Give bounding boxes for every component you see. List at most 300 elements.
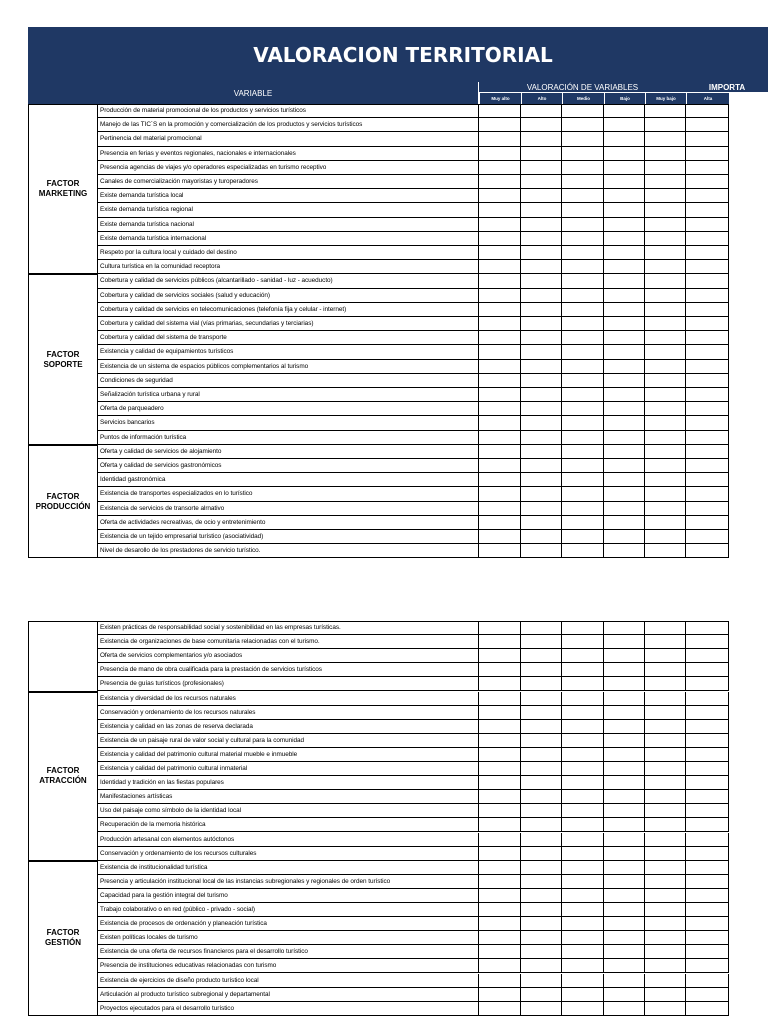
rating-cell-muy-alto[interactable]	[479, 621, 521, 635]
rating-cell-alto[interactable]	[521, 246, 562, 260]
rating-cell-bajo[interactable]	[604, 776, 645, 790]
rating-cell-bajo[interactable]	[604, 974, 645, 988]
rating-cell-alto[interactable]	[521, 232, 562, 246]
rating-cell-alto[interactable]	[521, 402, 562, 416]
rating-cell-muy-alto[interactable]	[479, 260, 521, 274]
rating-cell-alto[interactable]	[521, 345, 562, 359]
rating-cell-alto[interactable]	[521, 374, 562, 388]
rating-cell-alto[interactable]	[521, 959, 562, 973]
rating-cell-bajo[interactable]	[604, 889, 645, 903]
rating-cell-muy-alto[interactable]	[479, 804, 521, 818]
rating-cell-muy-alto[interactable]	[479, 875, 521, 889]
rating-cell-medio[interactable]	[562, 875, 604, 889]
rating-cell-medio[interactable]	[562, 931, 604, 945]
rating-cell-muy-alto[interactable]	[479, 218, 521, 232]
rating-cell-muy-bajo[interactable]	[645, 790, 686, 804]
rating-cell-alto[interactable]	[521, 833, 562, 847]
rating-cell-importancia-alta[interactable]	[686, 431, 729, 445]
rating-cell-importancia-alta[interactable]	[686, 847, 729, 861]
rating-cell-bajo[interactable]	[604, 875, 645, 889]
rating-cell-muy-alto[interactable]	[479, 530, 521, 544]
rating-cell-muy-alto[interactable]	[479, 748, 521, 762]
rating-cell-importancia-alta[interactable]	[686, 487, 729, 501]
rating-cell-muy-alto[interactable]	[479, 833, 521, 847]
rating-cell-medio[interactable]	[562, 988, 604, 1002]
rating-cell-muy-bajo[interactable]	[645, 889, 686, 903]
rating-cell-importancia-alta[interactable]	[686, 677, 729, 691]
rating-cell-medio[interactable]	[562, 621, 604, 635]
rating-cell-bajo[interactable]	[604, 147, 645, 161]
rating-cell-medio[interactable]	[562, 260, 604, 274]
rating-cell-medio[interactable]	[562, 374, 604, 388]
rating-cell-bajo[interactable]	[604, 649, 645, 663]
rating-cell-muy-alto[interactable]	[479, 232, 521, 246]
rating-cell-muy-bajo[interactable]	[645, 692, 686, 706]
rating-cell-bajo[interactable]	[604, 663, 645, 677]
rating-cell-importancia-alta[interactable]	[686, 748, 729, 762]
rating-cell-alto[interactable]	[521, 889, 562, 903]
rating-cell-muy-bajo[interactable]	[645, 974, 686, 988]
rating-cell-muy-alto[interactable]	[479, 416, 521, 430]
rating-cell-bajo[interactable]	[604, 762, 645, 776]
rating-cell-muy-bajo[interactable]	[645, 945, 686, 959]
rating-cell-muy-alto[interactable]	[479, 692, 521, 706]
rating-cell-importancia-alta[interactable]	[686, 360, 729, 374]
rating-cell-alto[interactable]	[521, 118, 562, 132]
rating-cell-muy-bajo[interactable]	[645, 374, 686, 388]
rating-cell-medio[interactable]	[562, 232, 604, 246]
rating-cell-medio[interactable]	[562, 147, 604, 161]
rating-cell-medio[interactable]	[562, 945, 604, 959]
rating-cell-alto[interactable]	[521, 530, 562, 544]
rating-cell-bajo[interactable]	[604, 861, 645, 875]
rating-cell-medio[interactable]	[562, 445, 604, 459]
rating-cell-muy-alto[interactable]	[479, 1002, 521, 1016]
rating-cell-medio[interactable]	[562, 748, 604, 762]
rating-cell-alto[interactable]	[521, 544, 562, 558]
rating-cell-muy-bajo[interactable]	[645, 431, 686, 445]
rating-cell-medio[interactable]	[562, 1002, 604, 1016]
rating-cell-muy-bajo[interactable]	[645, 833, 686, 847]
rating-cell-muy-bajo[interactable]	[645, 147, 686, 161]
rating-cell-muy-bajo[interactable]	[645, 345, 686, 359]
rating-cell-medio[interactable]	[562, 720, 604, 734]
rating-cell-muy-alto[interactable]	[479, 345, 521, 359]
rating-cell-bajo[interactable]	[604, 1002, 645, 1016]
rating-cell-medio[interactable]	[562, 762, 604, 776]
rating-cell-muy-bajo[interactable]	[645, 303, 686, 317]
rating-cell-importancia-alta[interactable]	[686, 649, 729, 663]
rating-cell-bajo[interactable]	[604, 203, 645, 217]
rating-cell-importancia-alta[interactable]	[686, 635, 729, 649]
rating-cell-alto[interactable]	[521, 903, 562, 917]
rating-cell-medio[interactable]	[562, 974, 604, 988]
rating-cell-importancia-alta[interactable]	[686, 175, 729, 189]
rating-cell-medio[interactable]	[562, 677, 604, 691]
rating-cell-bajo[interactable]	[604, 402, 645, 416]
rating-cell-muy-bajo[interactable]	[645, 988, 686, 1002]
rating-cell-muy-alto[interactable]	[479, 847, 521, 861]
rating-cell-muy-alto[interactable]	[479, 663, 521, 677]
rating-cell-muy-alto[interactable]	[479, 903, 521, 917]
rating-cell-alto[interactable]	[521, 804, 562, 818]
rating-cell-bajo[interactable]	[604, 473, 645, 487]
rating-cell-muy-bajo[interactable]	[645, 875, 686, 889]
rating-cell-bajo[interactable]	[604, 988, 645, 1002]
rating-cell-importancia-alta[interactable]	[686, 445, 729, 459]
rating-cell-importancia-alta[interactable]	[686, 246, 729, 260]
rating-cell-bajo[interactable]	[604, 175, 645, 189]
rating-cell-bajo[interactable]	[604, 804, 645, 818]
rating-cell-muy-bajo[interactable]	[645, 246, 686, 260]
rating-cell-importancia-alta[interactable]	[686, 875, 729, 889]
rating-cell-muy-alto[interactable]	[479, 175, 521, 189]
rating-cell-muy-bajo[interactable]	[645, 402, 686, 416]
rating-cell-bajo[interactable]	[604, 692, 645, 706]
rating-cell-importancia-alta[interactable]	[686, 903, 729, 917]
rating-cell-medio[interactable]	[562, 360, 604, 374]
rating-cell-alto[interactable]	[521, 388, 562, 402]
rating-cell-muy-bajo[interactable]	[645, 818, 686, 832]
rating-cell-muy-alto[interactable]	[479, 402, 521, 416]
rating-cell-alto[interactable]	[521, 502, 562, 516]
rating-cell-medio[interactable]	[562, 530, 604, 544]
rating-cell-alto[interactable]	[521, 360, 562, 374]
rating-cell-importancia-alta[interactable]	[686, 818, 729, 832]
rating-cell-medio[interactable]	[562, 189, 604, 203]
rating-cell-medio[interactable]	[562, 459, 604, 473]
rating-cell-medio[interactable]	[562, 473, 604, 487]
rating-cell-bajo[interactable]	[604, 706, 645, 720]
rating-cell-muy-bajo[interactable]	[645, 260, 686, 274]
rating-cell-bajo[interactable]	[604, 917, 645, 931]
rating-cell-muy-alto[interactable]	[479, 861, 521, 875]
rating-cell-medio[interactable]	[562, 776, 604, 790]
rating-cell-bajo[interactable]	[604, 734, 645, 748]
rating-cell-medio[interactable]	[562, 706, 604, 720]
rating-cell-muy-bajo[interactable]	[645, 649, 686, 663]
rating-cell-importancia-alta[interactable]	[686, 945, 729, 959]
rating-cell-medio[interactable]	[562, 516, 604, 530]
rating-cell-bajo[interactable]	[604, 189, 645, 203]
rating-cell-importancia-alta[interactable]	[686, 147, 729, 161]
rating-cell-medio[interactable]	[562, 903, 604, 917]
rating-cell-muy-bajo[interactable]	[645, 118, 686, 132]
rating-cell-muy-alto[interactable]	[479, 331, 521, 345]
rating-cell-alto[interactable]	[521, 161, 562, 175]
rating-cell-importancia-alta[interactable]	[686, 218, 729, 232]
rating-cell-muy-bajo[interactable]	[645, 502, 686, 516]
rating-cell-importancia-alta[interactable]	[686, 804, 729, 818]
rating-cell-bajo[interactable]	[604, 790, 645, 804]
rating-cell-muy-bajo[interactable]	[645, 903, 686, 917]
rating-cell-bajo[interactable]	[604, 374, 645, 388]
rating-cell-bajo[interactable]	[604, 218, 645, 232]
rating-cell-bajo[interactable]	[604, 502, 645, 516]
rating-cell-muy-alto[interactable]	[479, 445, 521, 459]
rating-cell-muy-bajo[interactable]	[645, 487, 686, 501]
rating-cell-importancia-alta[interactable]	[686, 790, 729, 804]
rating-cell-alto[interactable]	[521, 734, 562, 748]
rating-cell-alto[interactable]	[521, 988, 562, 1002]
rating-cell-bajo[interactable]	[604, 246, 645, 260]
rating-cell-importancia-alta[interactable]	[686, 345, 729, 359]
rating-cell-bajo[interactable]	[604, 331, 645, 345]
rating-cell-muy-bajo[interactable]	[645, 218, 686, 232]
rating-cell-bajo[interactable]	[604, 104, 645, 118]
rating-cell-muy-alto[interactable]	[479, 502, 521, 516]
rating-cell-alto[interactable]	[521, 104, 562, 118]
rating-cell-medio[interactable]	[562, 917, 604, 931]
rating-cell-muy-alto[interactable]	[479, 289, 521, 303]
rating-cell-importancia-alta[interactable]	[686, 621, 729, 635]
rating-cell-medio[interactable]	[562, 649, 604, 663]
rating-cell-alto[interactable]	[521, 677, 562, 691]
rating-cell-muy-alto[interactable]	[479, 776, 521, 790]
rating-cell-muy-bajo[interactable]	[645, 317, 686, 331]
rating-cell-medio[interactable]	[562, 889, 604, 903]
rating-cell-muy-bajo[interactable]	[645, 175, 686, 189]
rating-cell-medio[interactable]	[562, 692, 604, 706]
rating-cell-importancia-alta[interactable]	[686, 776, 729, 790]
rating-cell-importancia-alta[interactable]	[686, 331, 729, 345]
rating-cell-alto[interactable]	[521, 459, 562, 473]
rating-cell-importancia-alta[interactable]	[686, 274, 729, 288]
rating-cell-alto[interactable]	[521, 776, 562, 790]
rating-cell-muy-alto[interactable]	[479, 720, 521, 734]
rating-cell-medio[interactable]	[562, 246, 604, 260]
rating-cell-importancia-alta[interactable]	[686, 416, 729, 430]
rating-cell-muy-alto[interactable]	[479, 988, 521, 1002]
rating-cell-muy-bajo[interactable]	[645, 917, 686, 931]
rating-cell-medio[interactable]	[562, 388, 604, 402]
rating-cell-bajo[interactable]	[604, 487, 645, 501]
rating-cell-muy-alto[interactable]	[479, 974, 521, 988]
rating-cell-muy-alto[interactable]	[479, 203, 521, 217]
rating-cell-alto[interactable]	[521, 847, 562, 861]
rating-cell-muy-bajo[interactable]	[645, 762, 686, 776]
rating-cell-medio[interactable]	[562, 416, 604, 430]
rating-cell-muy-bajo[interactable]	[645, 959, 686, 973]
rating-cell-muy-alto[interactable]	[479, 104, 521, 118]
rating-cell-medio[interactable]	[562, 818, 604, 832]
rating-cell-muy-alto[interactable]	[479, 246, 521, 260]
rating-cell-bajo[interactable]	[604, 360, 645, 374]
rating-cell-alto[interactable]	[521, 445, 562, 459]
rating-cell-muy-bajo[interactable]	[645, 459, 686, 473]
rating-cell-medio[interactable]	[562, 118, 604, 132]
rating-cell-muy-alto[interactable]	[479, 544, 521, 558]
rating-cell-importancia-alta[interactable]	[686, 289, 729, 303]
rating-cell-importancia-alta[interactable]	[686, 692, 729, 706]
rating-cell-alto[interactable]	[521, 706, 562, 720]
rating-cell-muy-bajo[interactable]	[645, 635, 686, 649]
rating-cell-importancia-alta[interactable]	[686, 762, 729, 776]
rating-cell-importancia-alta[interactable]	[686, 388, 729, 402]
rating-cell-bajo[interactable]	[604, 748, 645, 762]
rating-cell-muy-alto[interactable]	[479, 431, 521, 445]
rating-cell-muy-bajo[interactable]	[645, 331, 686, 345]
rating-cell-muy-alto[interactable]	[479, 959, 521, 973]
rating-cell-bajo[interactable]	[604, 274, 645, 288]
rating-cell-alto[interactable]	[521, 260, 562, 274]
rating-cell-importancia-alta[interactable]	[686, 189, 729, 203]
rating-cell-muy-alto[interactable]	[479, 734, 521, 748]
rating-cell-muy-alto[interactable]	[479, 790, 521, 804]
rating-cell-alto[interactable]	[521, 692, 562, 706]
rating-cell-alto[interactable]	[521, 487, 562, 501]
rating-cell-muy-bajo[interactable]	[645, 663, 686, 677]
rating-cell-muy-bajo[interactable]	[645, 203, 686, 217]
rating-cell-bajo[interactable]	[604, 945, 645, 959]
rating-cell-muy-bajo[interactable]	[645, 289, 686, 303]
rating-cell-medio[interactable]	[562, 959, 604, 973]
rating-cell-muy-alto[interactable]	[479, 931, 521, 945]
rating-cell-alto[interactable]	[521, 663, 562, 677]
rating-cell-muy-bajo[interactable]	[645, 232, 686, 246]
rating-cell-medio[interactable]	[562, 487, 604, 501]
rating-cell-importancia-alta[interactable]	[686, 118, 729, 132]
rating-cell-alto[interactable]	[521, 649, 562, 663]
rating-cell-importancia-alta[interactable]	[686, 260, 729, 274]
rating-cell-alto[interactable]	[521, 132, 562, 146]
rating-cell-bajo[interactable]	[604, 544, 645, 558]
rating-cell-bajo[interactable]	[604, 621, 645, 635]
rating-cell-bajo[interactable]	[604, 317, 645, 331]
rating-cell-alto[interactable]	[521, 720, 562, 734]
rating-cell-importancia-alta[interactable]	[686, 203, 729, 217]
rating-cell-muy-bajo[interactable]	[645, 677, 686, 691]
rating-cell-bajo[interactable]	[604, 260, 645, 274]
rating-cell-medio[interactable]	[562, 175, 604, 189]
rating-cell-muy-alto[interactable]	[479, 132, 521, 146]
rating-cell-alto[interactable]	[521, 473, 562, 487]
rating-cell-medio[interactable]	[562, 502, 604, 516]
rating-cell-muy-bajo[interactable]	[645, 847, 686, 861]
rating-cell-medio[interactable]	[562, 847, 604, 861]
rating-cell-importancia-alta[interactable]	[686, 104, 729, 118]
rating-cell-medio[interactable]	[562, 734, 604, 748]
rating-cell-muy-alto[interactable]	[479, 118, 521, 132]
rating-cell-muy-bajo[interactable]	[645, 720, 686, 734]
rating-cell-bajo[interactable]	[604, 388, 645, 402]
rating-cell-muy-alto[interactable]	[479, 459, 521, 473]
rating-cell-muy-alto[interactable]	[479, 189, 521, 203]
rating-cell-muy-bajo[interactable]	[645, 161, 686, 175]
rating-cell-importancia-alta[interactable]	[686, 959, 729, 973]
rating-cell-bajo[interactable]	[604, 677, 645, 691]
rating-cell-importancia-alta[interactable]	[686, 374, 729, 388]
rating-cell-muy-bajo[interactable]	[645, 861, 686, 875]
rating-cell-muy-alto[interactable]	[479, 303, 521, 317]
rating-cell-bajo[interactable]	[604, 459, 645, 473]
rating-cell-bajo[interactable]	[604, 416, 645, 430]
rating-cell-alto[interactable]	[521, 203, 562, 217]
rating-cell-muy-bajo[interactable]	[645, 734, 686, 748]
rating-cell-alto[interactable]	[521, 762, 562, 776]
rating-cell-alto[interactable]	[521, 974, 562, 988]
rating-cell-medio[interactable]	[562, 790, 604, 804]
rating-cell-muy-alto[interactable]	[479, 945, 521, 959]
rating-cell-importancia-alta[interactable]	[686, 720, 729, 734]
rating-cell-alto[interactable]	[521, 621, 562, 635]
rating-cell-muy-alto[interactable]	[479, 360, 521, 374]
rating-cell-muy-alto[interactable]	[479, 818, 521, 832]
rating-cell-medio[interactable]	[562, 289, 604, 303]
rating-cell-muy-alto[interactable]	[479, 677, 521, 691]
rating-cell-importancia-alta[interactable]	[686, 889, 729, 903]
rating-cell-muy-alto[interactable]	[479, 487, 521, 501]
rating-cell-muy-alto[interactable]	[479, 161, 521, 175]
rating-cell-importancia-alta[interactable]	[686, 1002, 729, 1016]
rating-cell-muy-alto[interactable]	[479, 388, 521, 402]
rating-cell-alto[interactable]	[521, 635, 562, 649]
rating-cell-importancia-alta[interactable]	[686, 473, 729, 487]
rating-cell-medio[interactable]	[562, 132, 604, 146]
rating-cell-importancia-alta[interactable]	[686, 530, 729, 544]
rating-cell-importancia-alta[interactable]	[686, 459, 729, 473]
rating-cell-muy-bajo[interactable]	[645, 189, 686, 203]
rating-cell-importancia-alta[interactable]	[686, 706, 729, 720]
rating-cell-bajo[interactable]	[604, 818, 645, 832]
rating-cell-muy-bajo[interactable]	[645, 445, 686, 459]
rating-cell-bajo[interactable]	[604, 118, 645, 132]
rating-cell-medio[interactable]	[562, 331, 604, 345]
rating-cell-medio[interactable]	[562, 544, 604, 558]
rating-cell-muy-bajo[interactable]	[645, 621, 686, 635]
rating-cell-bajo[interactable]	[604, 931, 645, 945]
rating-cell-muy-bajo[interactable]	[645, 776, 686, 790]
rating-cell-bajo[interactable]	[604, 132, 645, 146]
rating-cell-muy-alto[interactable]	[479, 649, 521, 663]
rating-cell-bajo[interactable]	[604, 232, 645, 246]
rating-cell-muy-bajo[interactable]	[645, 931, 686, 945]
rating-cell-importancia-alta[interactable]	[686, 303, 729, 317]
rating-cell-medio[interactable]	[562, 218, 604, 232]
rating-cell-importancia-alta[interactable]	[686, 734, 729, 748]
rating-cell-bajo[interactable]	[604, 959, 645, 973]
rating-cell-alto[interactable]	[521, 790, 562, 804]
rating-cell-muy-bajo[interactable]	[645, 544, 686, 558]
rating-cell-importancia-alta[interactable]	[686, 974, 729, 988]
rating-cell-alto[interactable]	[521, 931, 562, 945]
rating-cell-alto[interactable]	[521, 331, 562, 345]
rating-cell-muy-bajo[interactable]	[645, 530, 686, 544]
rating-cell-alto[interactable]	[521, 289, 562, 303]
rating-cell-alto[interactable]	[521, 818, 562, 832]
rating-cell-bajo[interactable]	[604, 303, 645, 317]
rating-cell-muy-alto[interactable]	[479, 635, 521, 649]
rating-cell-muy-bajo[interactable]	[645, 748, 686, 762]
rating-cell-muy-bajo[interactable]	[645, 360, 686, 374]
rating-cell-importancia-alta[interactable]	[686, 317, 729, 331]
rating-cell-medio[interactable]	[562, 635, 604, 649]
rating-cell-muy-bajo[interactable]	[645, 388, 686, 402]
rating-cell-alto[interactable]	[521, 875, 562, 889]
rating-cell-alto[interactable]	[521, 218, 562, 232]
rating-cell-medio[interactable]	[562, 345, 604, 359]
rating-cell-importancia-alta[interactable]	[686, 833, 729, 847]
rating-cell-muy-alto[interactable]	[479, 889, 521, 903]
rating-cell-importancia-alta[interactable]	[686, 861, 729, 875]
rating-cell-alto[interactable]	[521, 431, 562, 445]
rating-cell-muy-alto[interactable]	[479, 762, 521, 776]
rating-cell-alto[interactable]	[521, 945, 562, 959]
rating-cell-importancia-alta[interactable]	[686, 663, 729, 677]
rating-cell-alto[interactable]	[521, 175, 562, 189]
rating-cell-importancia-alta[interactable]	[686, 502, 729, 516]
rating-cell-medio[interactable]	[562, 431, 604, 445]
